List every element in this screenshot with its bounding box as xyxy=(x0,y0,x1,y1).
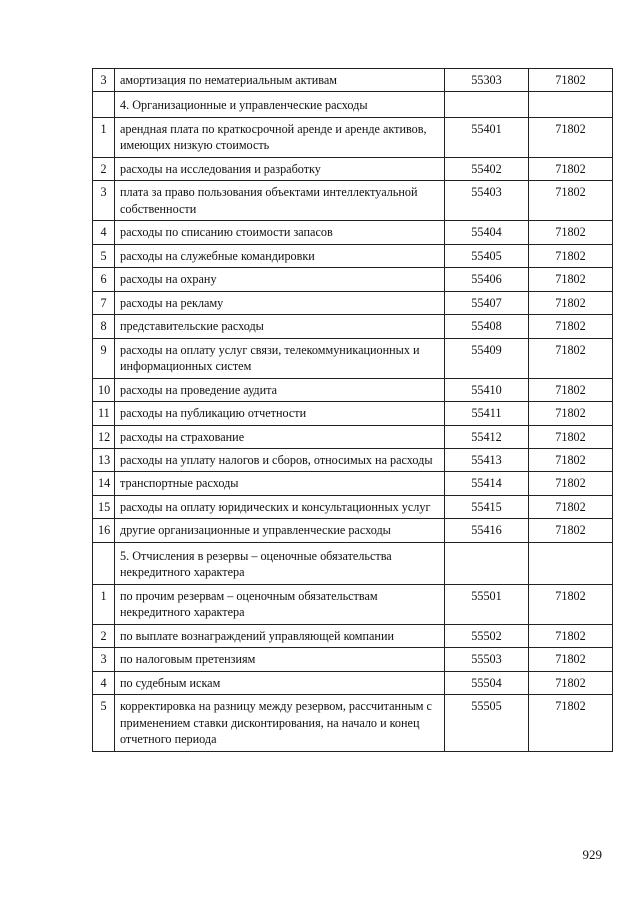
corresponding-account xyxy=(529,542,613,584)
account-code: 55413 xyxy=(445,448,529,471)
row-name: арендная плата по краткосрочной аренде и аренде активов, имеющих низкую стоимость xyxy=(115,117,445,157)
row-name: по судебным искам xyxy=(115,671,445,694)
table-row xyxy=(93,584,613,624)
account-code: 55411 xyxy=(445,402,529,425)
table-row xyxy=(93,244,613,267)
row-number: 16 xyxy=(93,519,115,542)
table-row xyxy=(93,519,613,542)
row-number: 9 xyxy=(93,338,115,378)
account-code: 55412 xyxy=(445,425,529,448)
row-number: 5 xyxy=(93,244,115,267)
corresponding-account: 71802 xyxy=(529,244,613,267)
table-row xyxy=(93,378,613,401)
row-name: расходы на оплату юридических и консультационных услуг xyxy=(115,495,445,518)
table-row xyxy=(93,624,613,647)
row-number: 2 xyxy=(93,157,115,180)
table-row xyxy=(93,268,613,291)
table-row xyxy=(93,315,613,338)
corresponding-account: 71802 xyxy=(529,157,613,180)
table-row xyxy=(93,648,613,671)
row-number: 3 xyxy=(93,181,115,221)
row-number: 8 xyxy=(93,315,115,338)
corresponding-account: 71802 xyxy=(529,181,613,221)
account-code: 55501 xyxy=(445,584,529,624)
row-name: корректировка на разницу между резервом, рассчитанным с применением ставки дисконтирования, на начало и конец отчетного периода xyxy=(115,695,445,751)
table-row xyxy=(93,695,613,751)
table-row xyxy=(93,338,613,378)
row-name: транспортные расходы xyxy=(115,472,445,495)
row-name: представительские расходы xyxy=(115,315,445,338)
row-name: расходы на исследования и разработку xyxy=(115,157,445,180)
corresponding-account: 71802 xyxy=(529,338,613,378)
account-code: 55504 xyxy=(445,671,529,694)
accounts-table xyxy=(92,68,613,752)
table-row xyxy=(93,117,613,157)
row-name: расходы на публикацию отчетности xyxy=(115,402,445,425)
row-number: 10 xyxy=(93,378,115,401)
row-number: 14 xyxy=(93,472,115,495)
row-number: 12 xyxy=(93,425,115,448)
table-row xyxy=(93,495,613,518)
row-name: по налоговым претензиям xyxy=(115,648,445,671)
table-row xyxy=(93,402,613,425)
table-row xyxy=(93,221,613,244)
row-number: 6 xyxy=(93,268,115,291)
row-number xyxy=(93,92,115,117)
row-number: 15 xyxy=(93,495,115,518)
account-code: 55405 xyxy=(445,244,529,267)
row-name: амортизация по нематериальным активам xyxy=(115,69,445,92)
account-code: 55401 xyxy=(445,117,529,157)
table-row xyxy=(93,472,613,495)
table-row xyxy=(93,671,613,694)
account-code: 55502 xyxy=(445,624,529,647)
corresponding-account: 71802 xyxy=(529,268,613,291)
account-code: 55416 xyxy=(445,519,529,542)
corresponding-account: 71802 xyxy=(529,378,613,401)
row-number: 1 xyxy=(93,117,115,157)
account-code: 55402 xyxy=(445,157,529,180)
row-number: 4 xyxy=(93,671,115,694)
row-name: 5. Отчисления в резервы – оценочные обязательства некредитного характера xyxy=(115,542,445,584)
table-row xyxy=(93,425,613,448)
row-name: расходы на проведение аудита xyxy=(115,378,445,401)
account-code: 55409 xyxy=(445,338,529,378)
corresponding-account: 71802 xyxy=(529,315,613,338)
corresponding-account: 71802 xyxy=(529,519,613,542)
page-number: 929 xyxy=(582,847,602,862)
row-number xyxy=(93,542,115,584)
table-row xyxy=(93,291,613,314)
corresponding-account xyxy=(529,92,613,117)
row-number: 7 xyxy=(93,291,115,314)
corresponding-account: 71802 xyxy=(529,648,613,671)
corresponding-account: 71802 xyxy=(529,448,613,471)
section-row xyxy=(93,542,613,584)
corresponding-account: 71802 xyxy=(529,495,613,518)
table-row xyxy=(93,448,613,471)
row-name: расходы на охрану xyxy=(115,268,445,291)
account-code: 55403 xyxy=(445,181,529,221)
corresponding-account: 71802 xyxy=(529,117,613,157)
row-name: другие организационные и управленческие расходы xyxy=(115,519,445,542)
corresponding-account: 71802 xyxy=(529,291,613,314)
account-code xyxy=(445,92,529,117)
row-number: 1 xyxy=(93,584,115,624)
corresponding-account: 71802 xyxy=(529,624,613,647)
row-number: 4 xyxy=(93,221,115,244)
account-code: 55503 xyxy=(445,648,529,671)
row-name: расходы на служебные командировки xyxy=(115,244,445,267)
table-row xyxy=(93,69,613,92)
row-name: расходы на страхование xyxy=(115,425,445,448)
row-name: плата за право пользования объектами интеллектуальной собственности xyxy=(115,181,445,221)
section-row xyxy=(93,92,613,117)
account-code: 55407 xyxy=(445,291,529,314)
corresponding-account: 71802 xyxy=(529,402,613,425)
accounts-table-body xyxy=(93,69,613,752)
row-number: 11 xyxy=(93,402,115,425)
row-name: расходы на уплату налогов и сборов, относимых на расходы xyxy=(115,448,445,471)
row-name: расходы по списанию стоимости запасов xyxy=(115,221,445,244)
table-row xyxy=(93,181,613,221)
corresponding-account: 71802 xyxy=(529,695,613,751)
corresponding-account: 71802 xyxy=(529,425,613,448)
account-code: 55505 xyxy=(445,695,529,751)
row-name: расходы на рекламу xyxy=(115,291,445,314)
account-code: 55410 xyxy=(445,378,529,401)
corresponding-account: 71802 xyxy=(529,584,613,624)
row-number: 2 xyxy=(93,624,115,647)
account-code: 55414 xyxy=(445,472,529,495)
account-code: 55406 xyxy=(445,268,529,291)
row-name: по прочим резервам – оценочным обязательствам некредитного характера xyxy=(115,584,445,624)
corresponding-account: 71802 xyxy=(529,671,613,694)
corresponding-account: 71802 xyxy=(529,472,613,495)
row-name: расходы на оплату услуг связи, телекоммуникационных и информационных систем xyxy=(115,338,445,378)
row-name: по выплате вознаграждений управляющей компании xyxy=(115,624,445,647)
corresponding-account: 71802 xyxy=(529,69,613,92)
account-code xyxy=(445,542,529,584)
corresponding-account: 71802 xyxy=(529,221,613,244)
row-number: 3 xyxy=(93,69,115,92)
account-code: 55404 xyxy=(445,221,529,244)
account-code: 55415 xyxy=(445,495,529,518)
account-code: 55303 xyxy=(445,69,529,92)
row-number: 13 xyxy=(93,448,115,471)
row-number: 5 xyxy=(93,695,115,751)
table-row xyxy=(93,157,613,180)
account-code: 55408 xyxy=(445,315,529,338)
row-number: 3 xyxy=(93,648,115,671)
row-name: 4. Организационные и управленческие расходы xyxy=(115,92,445,117)
